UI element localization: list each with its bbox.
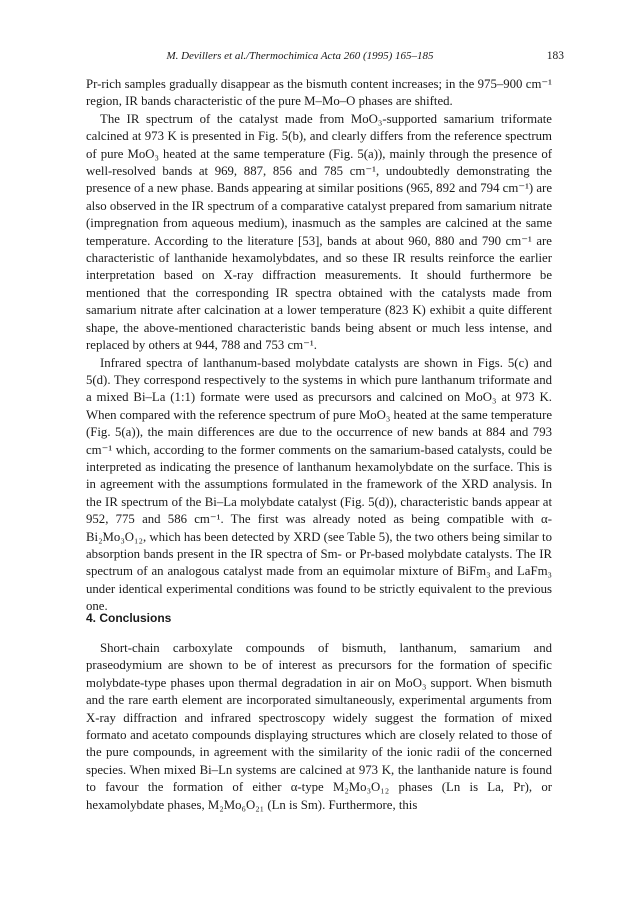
- page-number: 183: [546, 50, 564, 62]
- paragraph-samarium-ir: The IR spectrum of the catalyst made from MoO₃-supported samarium triformate calcined at 973 K is presented in Fig. 5(b), and clearly differs from the reference spectrum of pure MoO₃ heated at the same temperature (Fig. 5(a)), mainly through the presence of well-resolved bands at 969, 887, 856 and 785 cm⁻¹, undoubtedly demonstrating the presence of a new phase. Bands appearing at similar positions (965, 892 and 794 cm⁻¹) are also observed in the IR spectrum of a comparative catalyst prepared from samarium nitrate (impregnation from aqueous medium), inasmuch as the samples are calcined at the same temperature. According to the literature [53], bands at about 960, 880 and 790 cm⁻¹ are characteristic of lanthanide hexamolybdates, and so these IR results reinforce the earlier interpretation based on X-ray diffraction measurements. It should furthermore be mentioned that the corresponding IR spectra obtained with the catalysts made from samarium nitrate after calcination at a lower temperature (823 K) exhibit a quite different shape, the above-mentioned characteristic bands being absent or much less intense, and replaced by others at 944, 788 and 753 cm⁻¹.: [86, 111, 552, 353]
- results-text: [86, 76, 552, 616]
- paragraph-conclusions: Short-chain carboxylate compounds of bismuth, lanthanum, samarium and praseodymium are shown to be of interest as precursors for the formation of specific molybdate-type phases upon thermal degradation in air on MoO₃ support. When bismuth and the rare earth element are incorporated simultaneously, experimental arguments from X-ray diffraction and infrared spectroscopy widely suggest the formation of mixed formato and acetato compounds displaying structures which are closely related to those of the pure compounds, in agreement with the similarity of the ionic radii of the concerned species. When mixed Bi–Ln systems are calcined at 973 K, the lanthanide nature is found to favour the formation of either α-type M₂Mo₃O₁₂ phases (Ln is La, Pr), or hexamolybdate phases, M₂Mo₆O₂₁ (Ln is Sm). Furthermore, this: [86, 641, 552, 812]
- paragraph-lanthanum-ir: Infrared spectra of lanthanum-based molybdate catalysts are shown in Figs. 5(c) and 5(d). They correspond respectively to the systems in which pure lanthanum triformate and a mixed Bi–La (1:1) formate were used as precursors and calcined on MoO₃ at 973 K. When compared with the reference spectrum of pure MoO₃ heated at the same temperature (Fig. 5(a)), the main differences are due to the occurrence of new bands at 884 and 793 cm⁻¹ which, according to the former comments on the samarium-based catalysts, could be interpreted as indicating the presence of lanthanum hexamolybdate on the surface. This is in agreement with the assumptions formulated in the framework of the XRD analysis. In the IR spectrum of the Bi–La molybdate catalyst (Fig. 5(d)), characteristic bands appear at 952, 775 and 586 cm⁻¹. The first was already noted as being compatible with α-Bi₂Mo₃O₁₂, which has been detected by XRD (see Table 5), the two others being similar to absorption bands present in the IR spectra of Sm- or Pr-based molybdate catalysts. The IR spectrum of an analogous catalyst made from an equimolar mixture of BiFm₃ and LaFm₃ under identical experimental conditions was found to be strictly equivalent to the previous one.: [86, 355, 553, 614]
- conclusions-text: [86, 640, 552, 814]
- running-head: M. Devillers et al./Thermochimica Acta 260 (1995) 165–185: [166, 50, 434, 62]
- section-heading-conclusions: 4. Conclusions: [86, 611, 172, 625]
- paragraph-continuation: Pr-rich samples gradually disappear as the bismuth content increases; in the 975–900 cm⁻¹ region, IR bands characteristic of the pure M–Mo–O phases are shifted.: [86, 77, 552, 109]
